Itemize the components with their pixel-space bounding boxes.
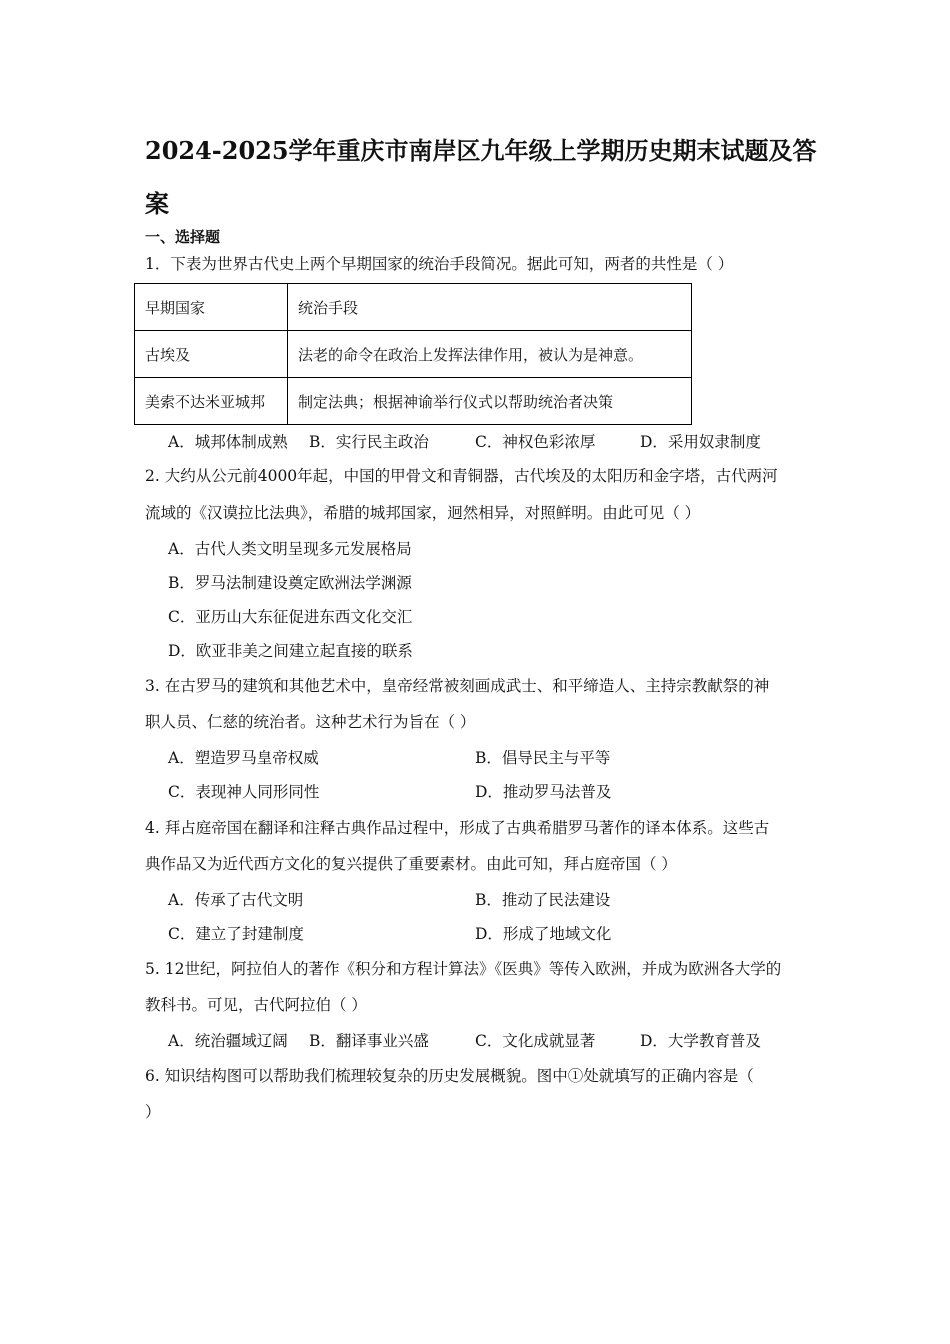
- q3-option-c: C．表现神人同形同性: [168, 783, 320, 801]
- q4-stem-line-2: 典作品又为近代西方文化的复兴提供了重要素材。由此可知，拜占庭帝国（ ）: [145, 855, 677, 873]
- table-header-cell: 统治手段: [288, 284, 692, 331]
- table-row: [135, 331, 692, 378]
- q5-stem-line-2: 教科书。可见，古代阿拉伯（ ）: [145, 996, 367, 1014]
- q1-option-c: C．神权色彩浓厚: [475, 433, 596, 451]
- q4-option-c: C．建立了封建制度: [168, 925, 304, 943]
- q1-option-d: D．采用奴隶制度: [640, 433, 761, 451]
- section-heading: 一、选择题: [145, 228, 221, 246]
- q2-option-a: A．古代人类文明呈现多元发展格局: [168, 540, 412, 558]
- q2-option-b: B．罗马法制建设奠定欧洲法学渊源: [168, 574, 412, 592]
- q5-option-b: B．翻译事业兴盛: [309, 1032, 429, 1050]
- table-cell: 美索不达米亚城邦: [135, 378, 288, 425]
- q3-option-a: A．塑造罗马皇帝权威: [168, 749, 319, 767]
- q1-option-a: A．城邦体制成熟: [168, 433, 288, 451]
- q2-option-d: D．欧亚非美之间建立起直接的联系: [168, 642, 413, 660]
- q3-stem-line-1: 3. 在古罗马的建筑和其他艺术中，皇帝经常被刻画成武士、和平缔造人、主持宗教献祭的神: [145, 677, 770, 695]
- table-header-cell: 早期国家: [135, 284, 288, 331]
- q4-option-d: D．形成了地域文化: [475, 925, 612, 943]
- q4-stem-line-1: 4. 拜占庭帝国在翻译和注释古典作品过程中，形成了古典希腊罗马著作的译本体系。这些古: [145, 819, 770, 837]
- q3-option-b: B．倡导民主与平等: [475, 749, 611, 767]
- table-cell: 法老的命令在政治上发挥法律作用，被认为是神意。: [288, 331, 692, 378]
- q5-option-d: D．大学教育普及: [640, 1032, 761, 1050]
- q4-option-b: B．推动了民法建设: [475, 891, 611, 909]
- page-title: 2024-2025学年重庆市南岸区九年级上学期历史期末试题及答案: [145, 136, 817, 218]
- q1-table: [134, 283, 692, 425]
- table-row: [135, 284, 692, 331]
- q2-stem-line-1: 2. 大约从公元前4000年起，中国的甲骨文和青铜器，古代埃及的太阳历和金字塔，古代两河: [145, 467, 778, 485]
- q6-stem-line-1: 6. 知识结构图可以帮助我们梳理较复杂的历史发展概貌。图中①处就填写的正确内容是（: [145, 1067, 754, 1085]
- q2-option-c: C．亚历山大东征促进东西文化交汇: [168, 608, 413, 626]
- q6-stem-line-2: ）: [145, 1103, 161, 1121]
- q1-option-b: B．实行民主政治: [309, 433, 429, 451]
- table-cell: 制定法典；根据神谕举行仪式以帮助统治者决策: [288, 378, 692, 425]
- q5-option-c: C．文化成就显著: [475, 1032, 596, 1050]
- q2-stem-line-2: 流域的《汉谟拉比法典》，希腊的城邦国家，迥然相异，对照鲜明。由此可见（ ）: [145, 504, 701, 522]
- q4-option-a: A．传承了古代文明: [168, 891, 304, 909]
- q3-option-d: D．推动罗马法普及: [475, 783, 612, 801]
- table-row: [135, 378, 692, 425]
- q5-stem-line-1: 5. 12世纪，阿拉伯人的著作《积分和方程计算法》《医典》等传入欧洲，并成为欧洲各大学的: [145, 960, 782, 978]
- q1-stem: 1．下表为世界古代史上两个早期国家的统治手段简况。据此可知，两者的共性是（ ）: [145, 255, 734, 273]
- q5-option-a: A．统治疆域辽阔: [168, 1032, 288, 1050]
- table-cell: 古埃及: [135, 331, 288, 378]
- q3-stem-line-2: 职人员、仁慈的统治者。这种艺术行为旨在（ ）: [145, 713, 476, 731]
